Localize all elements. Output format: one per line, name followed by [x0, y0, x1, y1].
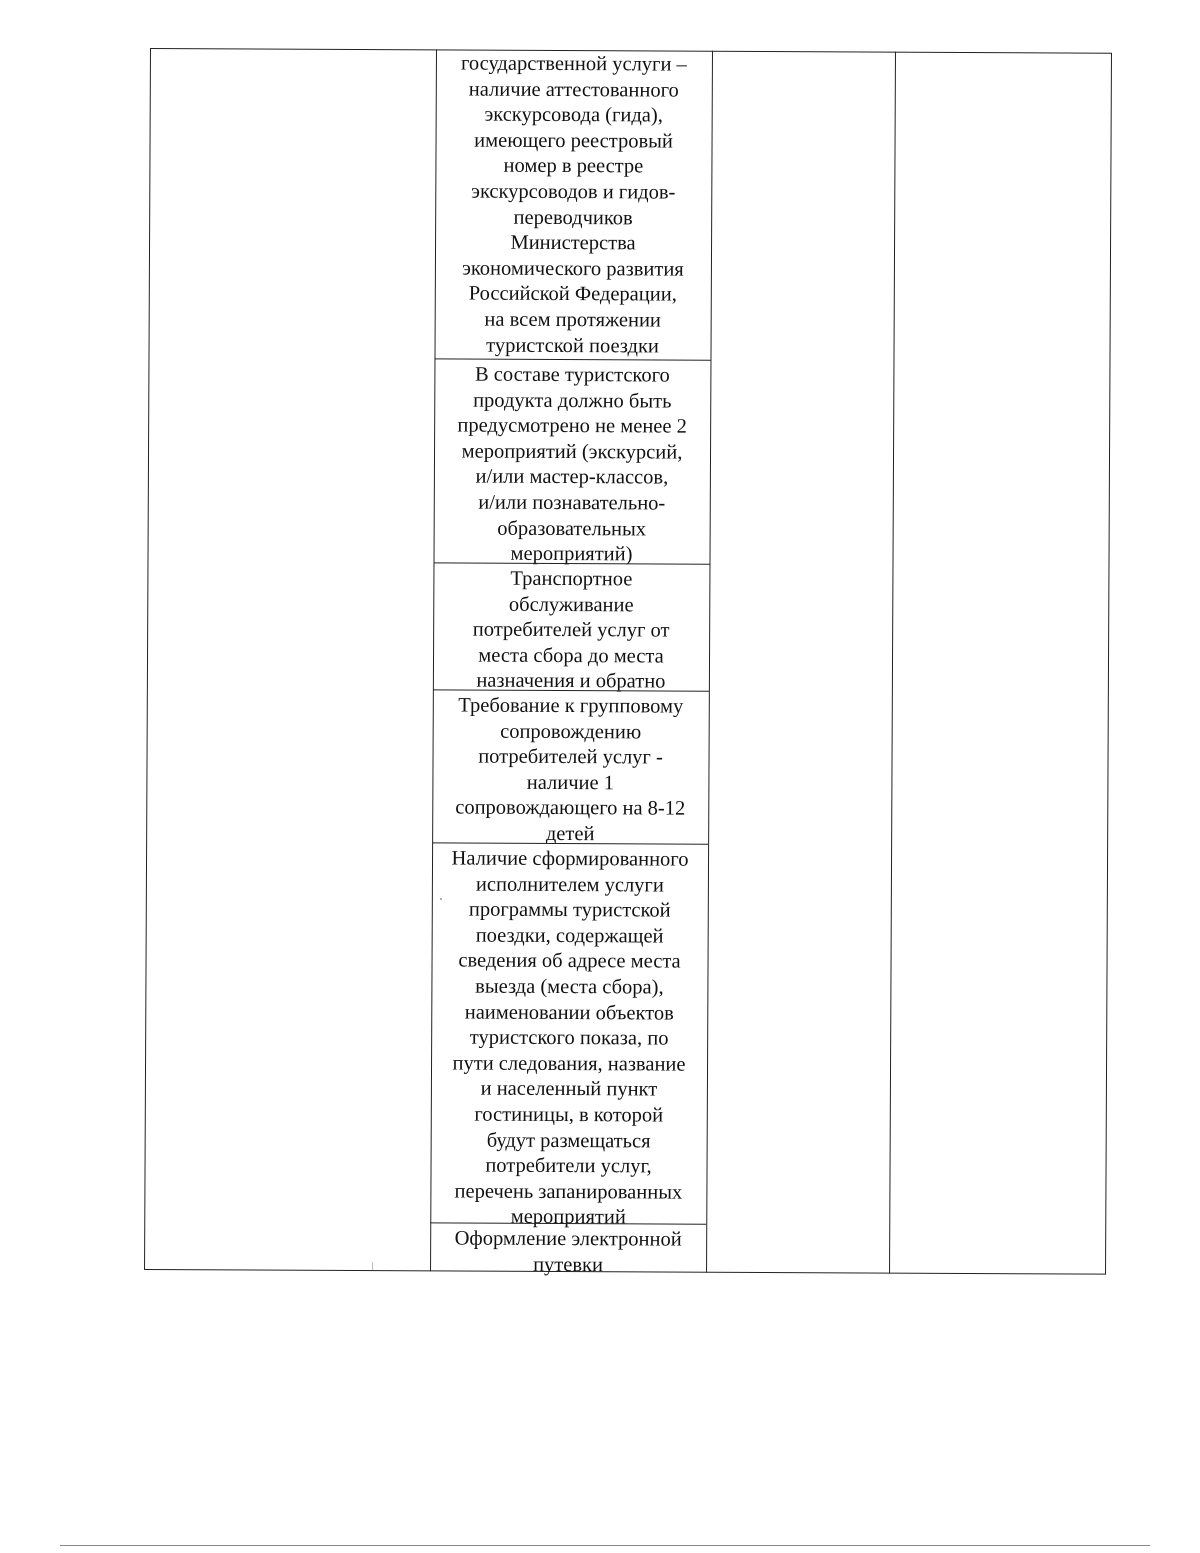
- scan-edge-line: [60, 1545, 1150, 1546]
- table-column-empty-right: [889, 52, 1112, 1275]
- cell-text: Наличие сформированного исполнителем услуги программы туристской поездки, содержащей сведения об адресе места выезда (места сбора), наименовании объектов туристского показа, по пути следования, название и населенный пункт гостиницы, в которой будут размещаться потребители услуг, перечень запанированных мероприятий: [451, 847, 689, 1229]
- table-cell: [433, 564, 710, 693]
- table-cell: [430, 1224, 706, 1276]
- scan-speck: [372, 1262, 373, 1270]
- cell-text: В составе туристского продукта должно быть предусмотрено не менее 2 мероприятий (экскурсий, и/или мастер-классов, и/или познавательно- образовательных мероприятий): [457, 363, 687, 566]
- table-cell: [434, 49, 712, 359]
- scan-speck: [440, 898, 442, 900]
- table-column-empty-left: [144, 48, 436, 1271]
- cell-text: Оформление электронной путевки: [454, 1227, 682, 1276]
- cell-text: Транспортное обслуживание потребителей услуг от места сбора до места назначения и обратно: [472, 567, 670, 693]
- table-column-requirements: [430, 49, 712, 1276]
- table-cell: [433, 360, 710, 566]
- cell-text: государственной услуги – наличие аттестованного экскурсовода (гида), имеющего реестровый номер в реестре экскурсоводов и гидов- переводчиков Министерства экономического развития Российской Федерации, на всем протяжении туристской поездки: [460, 52, 687, 358]
- requirements-table: [144, 48, 1112, 1279]
- table-cell: [430, 844, 708, 1229]
- cell-text: Требование к групповому сопровождению потребителей услуг - наличие 1 сопровождающего на 8-12 детей: [455, 694, 686, 846]
- table-column-empty-middle-right: [706, 51, 895, 1274]
- table-cell: [432, 691, 709, 846]
